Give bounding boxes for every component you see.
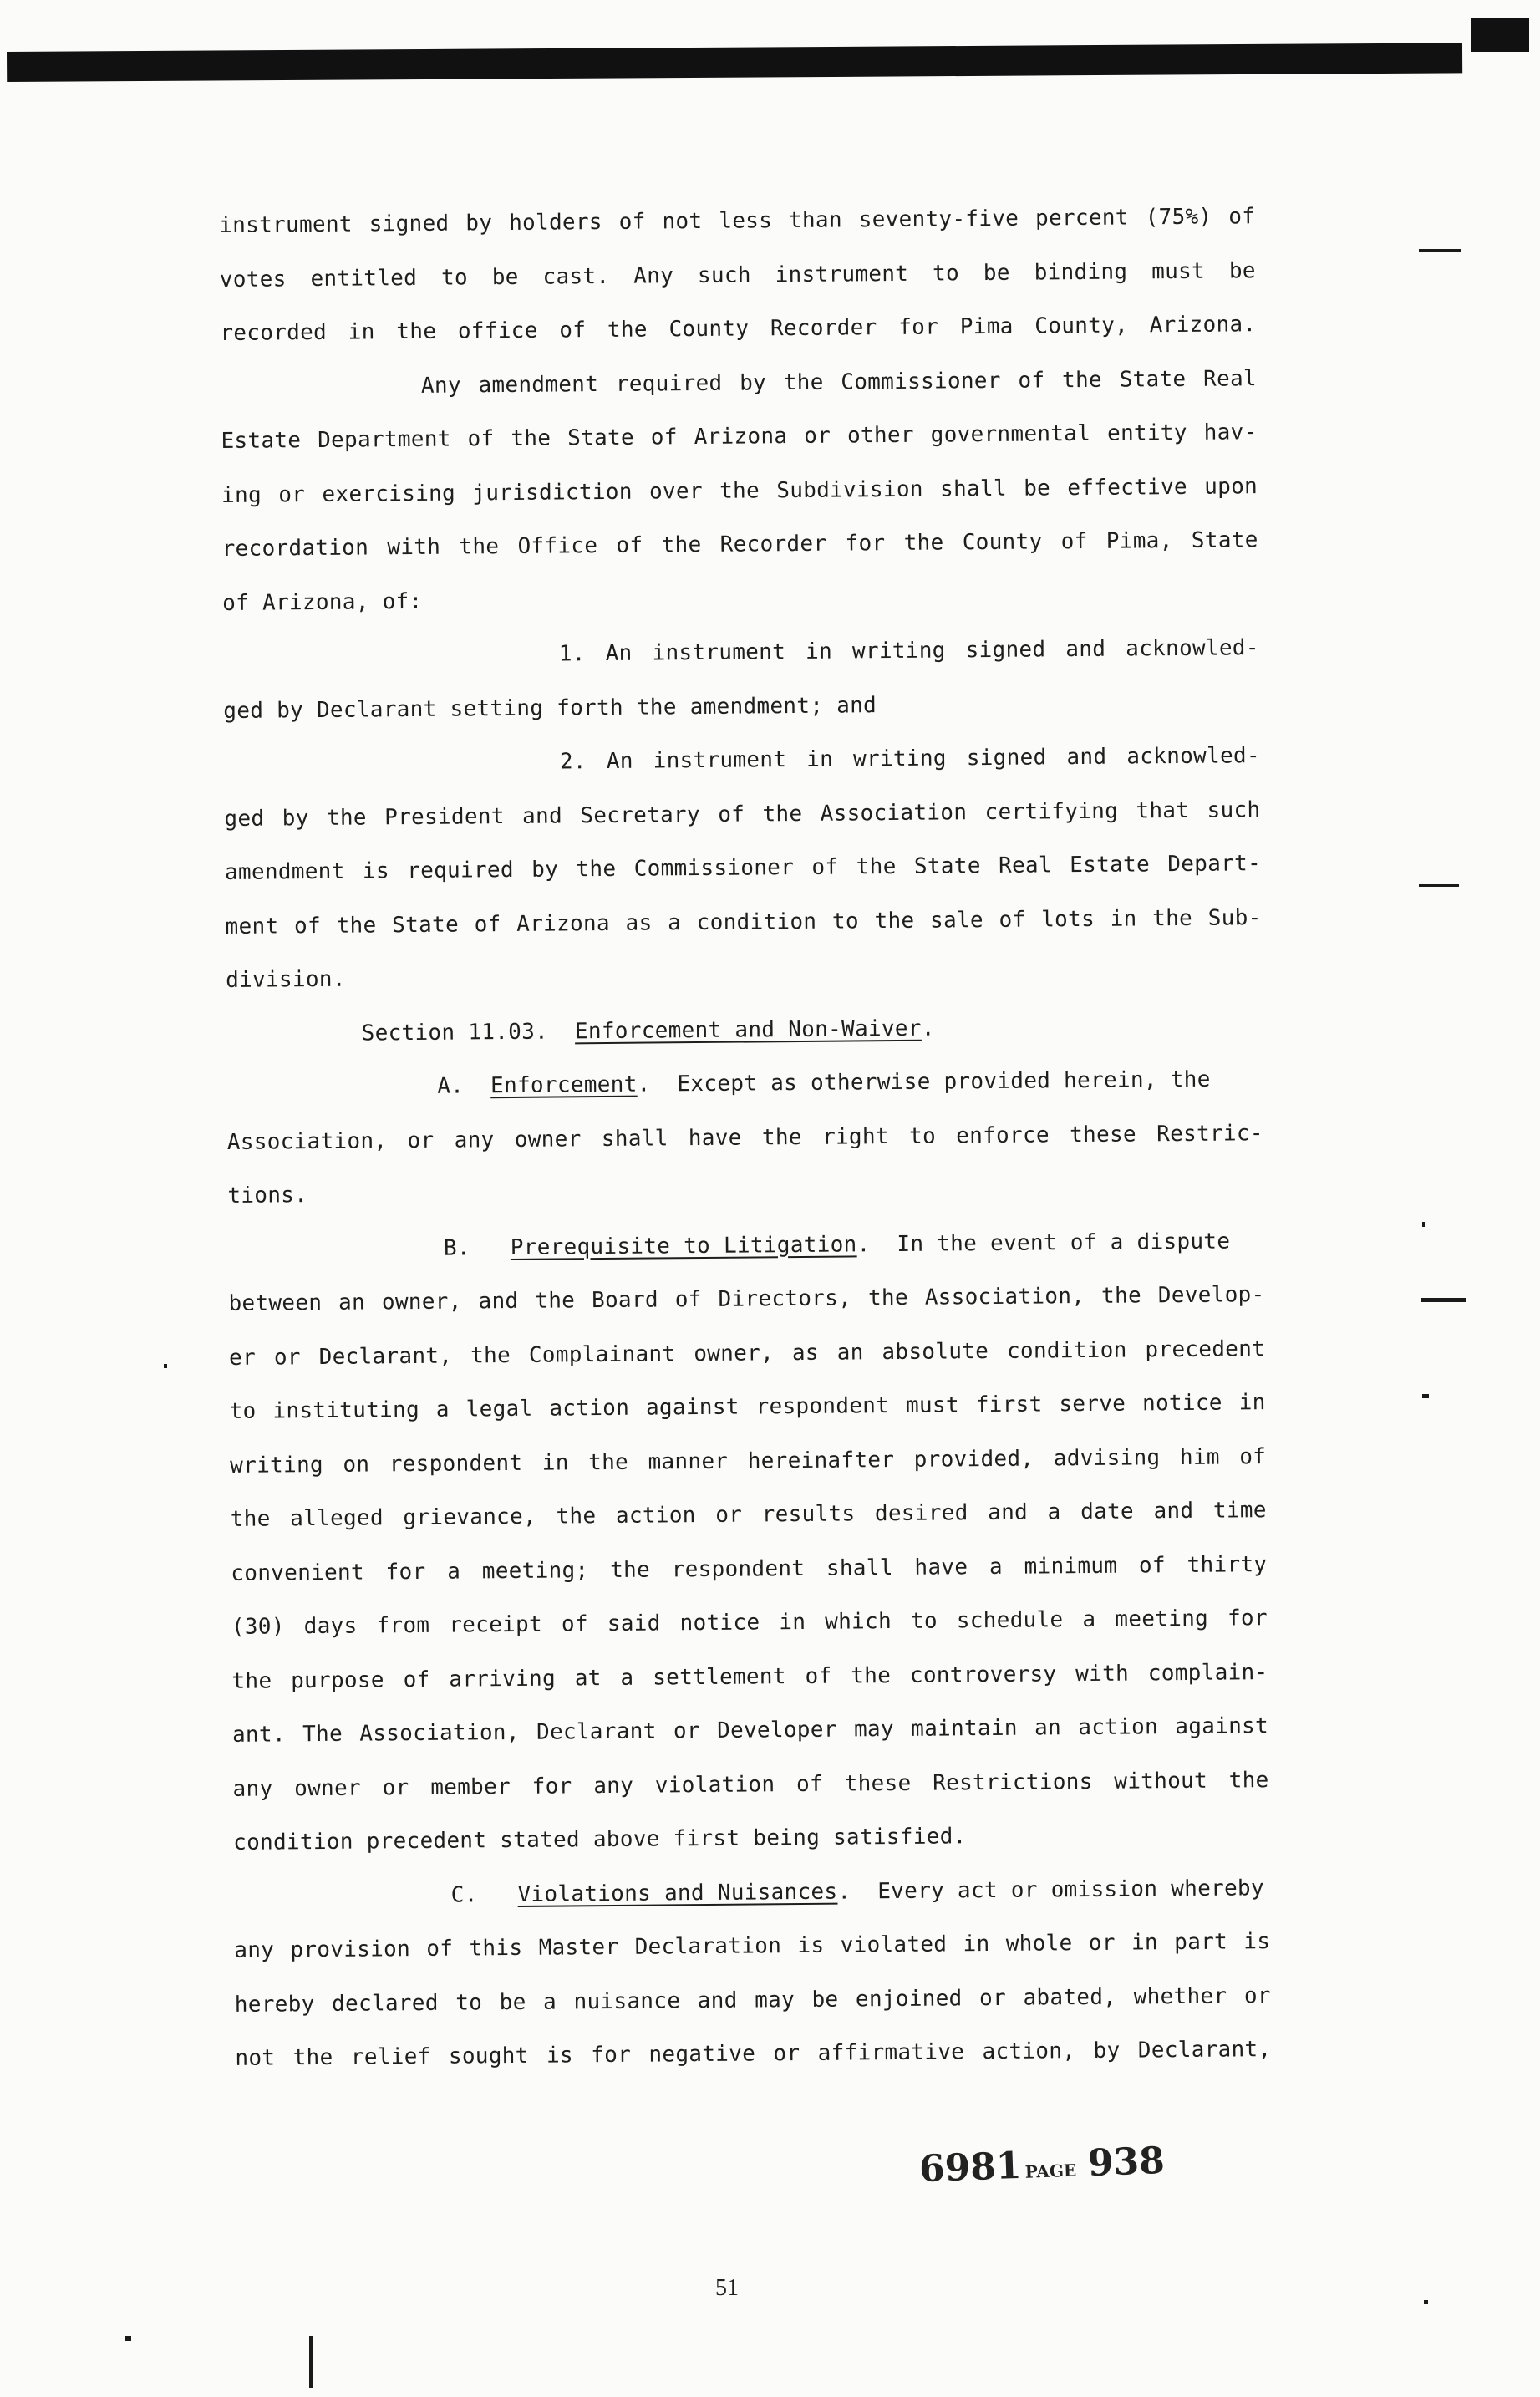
text-line: the purpose of arriving at a settlement of the controversy with complain-: [231, 1659, 1268, 1694]
text-line: (30) days from receipt of said notice in which to schedule a meeting for: [231, 1606, 1268, 1640]
recording-stamp: [918, 2140, 1165, 2191]
para-b-first-line: In the event of a dispute: [897, 1228, 1231, 1257]
para-b-title: Prerequisite to Litigation: [510, 1231, 857, 1260]
margin-dot: [1424, 2300, 1428, 2304]
para-a-title: Enforcement: [490, 1071, 638, 1099]
page-number: 51: [715, 2275, 739, 2301]
text-line: not the relief sought is for negative or affirmative action, by Declarant,: [235, 2037, 1272, 2071]
text-line: Association, or any owner shall have the right to enforce these Restric-: [226, 1120, 1263, 1155]
text-line: condition precedent stated above first being satisfied.: [233, 1824, 967, 1855]
text-line: between an owner, and the Board of Directors, the Association, the Develop-: [228, 1282, 1265, 1316]
text-line: tions.: [227, 1183, 308, 1209]
text-line: votes entitled to be cast. Any such instrument to be binding must be: [219, 257, 1256, 293]
para-b-label: B.: [443, 1234, 471, 1261]
margin-tick: [1421, 1298, 1466, 1302]
book-page-number: 938: [1086, 2139, 1166, 2186]
margin-dot: [164, 1364, 167, 1368]
para-a-heading: A. Enforcement. Except as otherwise provided herein, the: [437, 1066, 1211, 1099]
text-line: convenient for a meeting; the respondent shall have a minimum of thirty: [231, 1551, 1268, 1586]
text-line: any provision of this Master Declaration is violated in whole or in part is: [234, 1929, 1271, 1963]
text-line: recordation with the Office of the Recorder for the County of Pima, State: [221, 527, 1258, 562]
section-number: Section 11.03.: [361, 1019, 549, 1046]
list-item-1: 1. An instrument in writing signed and acknowled-: [558, 635, 1259, 667]
para-c-label: C.: [450, 1881, 478, 1908]
text-line: ing or exercising jurisdiction over the Subdivision shall be effective upon: [221, 473, 1258, 508]
text-line: any owner or member for any violation of these Restrictions without the: [232, 1767, 1269, 1802]
text-line: ged by Declarant setting forth the amendment; and: [223, 692, 877, 724]
para-c-title: Violations and Nuisances: [517, 1879, 838, 1907]
margin-dot: [1422, 1222, 1425, 1227]
text-line: ment of the State of Arizona as a condition to the sale of lots in the Sub-: [225, 904, 1262, 939]
text-line: instrument signed by holders of not less than seventy-five percent (75%) of: [219, 204, 1256, 238]
book-number: 6981: [918, 2144, 1023, 2191]
scan-artifact-line: [309, 2336, 313, 2388]
margin-dot: [125, 2336, 131, 2341]
margin-tick: [1419, 249, 1461, 252]
text-line: ged by the President and Secretary of the Association certifying that such: [224, 796, 1261, 832]
text-line: the alleged grievance, the action or results desired and a date and time: [230, 1498, 1267, 1532]
para-c-first-line: Every act or omission whereby: [877, 1875, 1265, 1904]
text-line: division.: [226, 966, 346, 993]
document-body: [219, 190, 1272, 2085]
text-line: ant. The Association, Declarant or Developer may maintain an action against: [231, 1713, 1269, 1748]
text-line: Any amendment required by the Commissioner of the State Real: [420, 365, 1258, 399]
margin-tick: [1419, 884, 1459, 887]
section-heading: Section 11.03. Enforcement and Non-Waiver.: [361, 1015, 935, 1046]
margin-dot: [1422, 1394, 1429, 1398]
text-line: recorded in the office of the County Recorder for Pima County, Arizona.: [220, 312, 1257, 346]
scanner-edge-notch: [1471, 18, 1529, 52]
para-a-first-line: Except as otherwise provided herein, the: [677, 1066, 1211, 1097]
text-line: hereby declared to be a nuisance and may be enjoined or abated, whether or: [234, 1982, 1271, 2018]
page-label: PAGE: [1024, 2160, 1077, 2182]
text-line: writing on respondent in the manner hereinafter provided, advising him of: [230, 1443, 1267, 1478]
list-item-2: 2. An instrument in writing signed and acknowled-: [559, 743, 1260, 775]
para-c-heading: C. Violations and Nuisances. Every act or omission whereby: [450, 1875, 1265, 1908]
text-line: to instituting a legal action against respondent must first serve notice in: [229, 1390, 1266, 1424]
text-line: Estate Department of the State of Arizona or other governmental entity hav-: [221, 420, 1258, 454]
text-line: er or Declarant, the Complainant owner, as an absolute condition precedent: [228, 1336, 1266, 1371]
para-a-label: A.: [437, 1073, 465, 1099]
text-line: of Arizona, of:: [222, 588, 423, 616]
section-title: Enforcement and Non-Waiver: [574, 1015, 922, 1044]
scanner-edge-bar: [7, 43, 1462, 82]
para-b-heading: B. Prerequisite to Litigation. In the event of a dispute: [443, 1228, 1231, 1261]
text-line: amendment is required by the Commissioner of the State Real Estate Depart-: [224, 851, 1262, 885]
